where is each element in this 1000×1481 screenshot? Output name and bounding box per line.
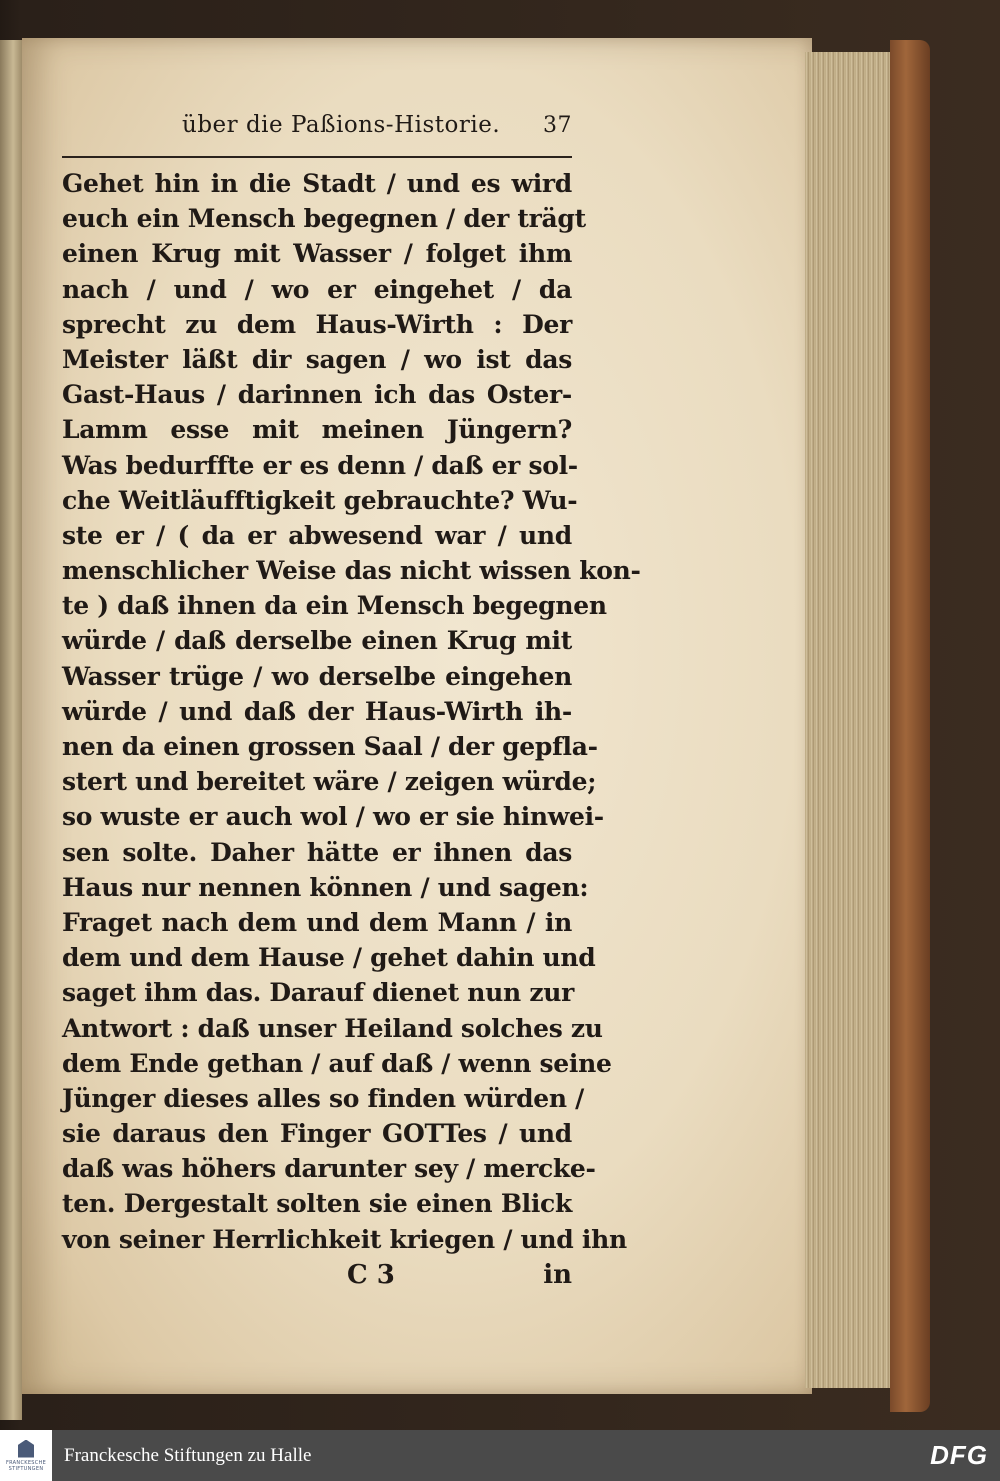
text-line: würde / daß derselbe einen Krug mit [62, 626, 572, 656]
text-line: euch ein Mensch begegnen / der trägt [62, 204, 586, 234]
text-line: Antwort : daß unser Heiland solches zu [62, 1013, 603, 1043]
text-line: Lamm esse mit meinen Jüngern? [62, 415, 572, 445]
running-head-title: über die Paßions-Historie. [182, 112, 501, 138]
page-text-block [62, 112, 641, 1293]
text-line: Jünger dieses alles so finden würden / [62, 1083, 584, 1113]
text-line: dem und dem Hause / gehet dahin und [62, 943, 596, 973]
catchword: in [543, 1259, 572, 1290]
dfg-logo[interactable]: DFG [930, 1440, 988, 1470]
text-line: sie daraus den Finger GOTTes / und [62, 1119, 572, 1149]
signature-mark: C 3 [347, 1259, 395, 1290]
text-line: sen solte. Daher hätte er ihnen das [62, 837, 572, 867]
text-line: nen da einen grossen Saal / der gepfla- [62, 732, 598, 761]
page-footer [62, 1257, 572, 1293]
text-line: menschlicher Weise das nicht wissen kon- [62, 556, 641, 586]
text-line: würde / und daß der Haus-Wirth ih- [62, 696, 572, 726]
text-line: Gehet hin in die Stadt / und es wird [62, 169, 572, 198]
viewer-footer-bar [0, 1430, 1000, 1481]
text-line: dem Ende gethan / auf daß / wenn seine [62, 1048, 612, 1078]
page-fore-edge [805, 52, 895, 1388]
text-line: te ) daß ihnen da ein Mensch begegnen [62, 591, 607, 621]
institution-logo[interactable] [0, 1430, 52, 1481]
body-text [62, 166, 641, 1257]
text-line: stert und bereitet wäre / zeigen würde; [62, 767, 597, 797]
text-line: Fraget nach dem und dem Mann / in [62, 907, 572, 937]
text-line: che Weitläufftigkeit gebrauchte? Wu- [62, 485, 578, 515]
text-line: Gast-Haus / darinnen ich das Oster- [62, 380, 572, 410]
text-line: ten. Dergestalt solten sie einen Blick [62, 1189, 572, 1219]
text-line: saget ihm das. Darauf dienet nun zur [62, 978, 574, 1008]
text-line: Was bedurffte er es denn / daß er sol- [62, 450, 578, 480]
logo-text: FRANCKESCHE STIFTUNGEN [5, 1459, 47, 1472]
text-line: so wuste er auch wol / wo er sie hinwei- [62, 802, 604, 832]
text-line: daß was höhers darunter sey / mercke- [62, 1154, 596, 1184]
text-line: ste er / ( da er abwesend war / und [62, 520, 572, 550]
text-line: sprecht zu dem Haus-Wirth : Der [62, 309, 572, 339]
institution-name: Franckesche Stiftungen zu Halle [64, 1444, 312, 1466]
text-line: Meister läßt dir sagen / wo ist das [62, 344, 572, 374]
logo-house-icon [18, 1440, 34, 1458]
text-line: Haus nur nennen können / und sagen: [62, 872, 589, 902]
running-head [62, 112, 572, 152]
page-number: 37 [543, 113, 572, 138]
header-rule [62, 156, 572, 158]
book-cover-edge [890, 40, 930, 1412]
text-line: einen Krug mit Wasser / folget ihm [62, 239, 572, 269]
text-line: Wasser trüge / wo derselbe eingehen [62, 661, 572, 691]
text-line: nach / und / wo er eingehet / da [62, 274, 572, 304]
text-line: von seiner Herrlichkeit kriegen / und ihn [62, 1224, 627, 1254]
previous-page-edge [0, 40, 22, 1420]
